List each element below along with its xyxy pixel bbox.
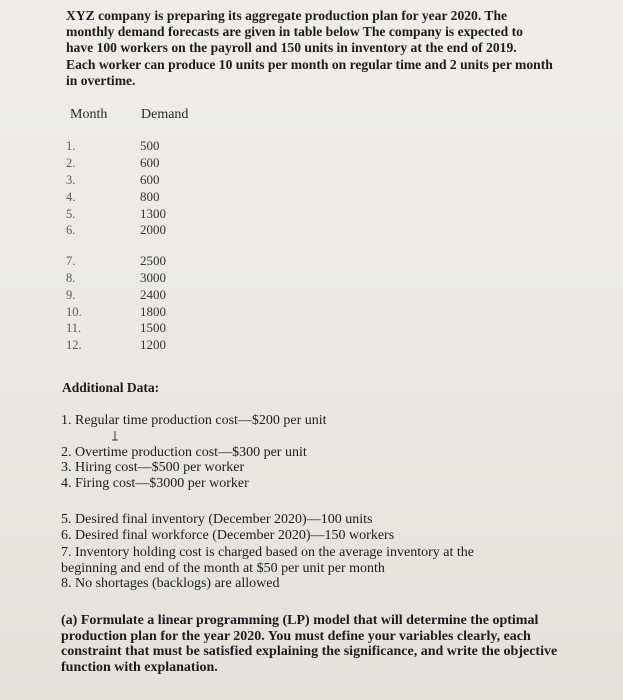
month-cell: 7. xyxy=(66,254,76,268)
question-line: (a) Formulate a linear programming (LP) model that will determine the optimal xyxy=(61,613,539,628)
data-item: 3. Hiring cost—$500 per worker xyxy=(61,460,245,475)
demand-cell: 2500 xyxy=(140,253,166,268)
question-line: production plan for the year 2020. You must define your variables clearly, each xyxy=(61,628,531,644)
intro-line: monthly demand forecasts are given in table below The company is expected to xyxy=(66,24,523,40)
data-item-7 xyxy=(61,545,561,576)
question-line: function with explanation. xyxy=(61,659,218,675)
additional-data-heading: Additional Data: xyxy=(62,380,160,395)
demand-cell: 1500 xyxy=(140,320,166,335)
demand-cell: 1800 xyxy=(140,304,166,319)
month-cell: 11. xyxy=(66,321,82,335)
month-cell: 12. xyxy=(66,338,82,352)
intro-line: Each worker can produce 10 units per month on regular time and 2 units per month xyxy=(66,56,553,72)
problem-intro xyxy=(66,8,566,89)
month-cell: 2. xyxy=(66,156,76,170)
intro-line: XYZ company is preparing its aggregate production plan for year 2020. The xyxy=(66,8,508,23)
month-cell: 5. xyxy=(66,207,76,221)
demand-cell: 500 xyxy=(140,138,160,153)
demand-cell: 600 xyxy=(140,155,160,170)
question-a xyxy=(61,613,561,675)
demand-column-header: Demand xyxy=(141,107,189,122)
data-item: 1. Regular time production cost—$200 per unit xyxy=(61,413,327,428)
month-cell: 4. xyxy=(66,190,76,204)
intro-line: have 100 workers on the payroll and 150 units in inventory at the end of 2019. xyxy=(66,40,517,56)
month-cell: 1. xyxy=(66,139,76,153)
month-cell: 10. xyxy=(66,305,82,319)
demand-cell: 3000 xyxy=(140,270,166,285)
data-item: 5. Desired final inventory (December 2020)—100 units xyxy=(61,512,373,527)
demand-cell: 2000 xyxy=(140,222,166,237)
demand-cell: 1300 xyxy=(140,206,166,221)
data-item: 6. Desired final workforce (December 2020)—150 workers xyxy=(61,528,395,543)
data-item: 8. No shortages (backlogs) are allowed xyxy=(61,576,280,591)
demand-cell: 600 xyxy=(140,172,160,187)
month-cell: 6. xyxy=(66,223,76,237)
month-cell: 3. xyxy=(66,173,76,187)
item-7-line: 7. Inventory holding cost is charged based on the average inventory at the xyxy=(61,545,475,560)
demand-cell: 800 xyxy=(140,189,160,204)
intro-line: in overtime. xyxy=(66,72,136,88)
data-item: 2. Overtime production cost—$300 per unit xyxy=(61,445,307,460)
item-7-line: beginning and end of the month at $50 per unit per month xyxy=(61,560,385,576)
month-cell: 8. xyxy=(66,271,76,285)
month-column-header: Month xyxy=(70,107,108,122)
month-cell: 9. xyxy=(66,288,76,302)
question-line: constraint that must be satisfied explaining the significance, and write the objective xyxy=(61,644,558,659)
pen-mark-icon xyxy=(110,430,120,442)
data-item: 4. Firing cost—$3000 per worker xyxy=(61,476,249,491)
demand-cell: 2400 xyxy=(140,287,166,302)
demand-cell: 1200 xyxy=(140,337,166,352)
